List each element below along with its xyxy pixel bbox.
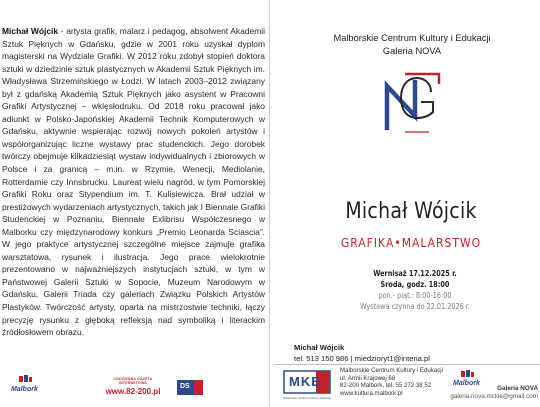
bio-lead-name: Michał Wójcik <box>2 26 59 36</box>
footer-gallery-email: galeria.nova.mckie@gmail.com <box>450 393 538 400</box>
vernissage-day-time: Środa, godz. 18:00 <box>380 280 450 289</box>
gazeta-82-200-logo <box>100 377 166 399</box>
mke-caption: Malborskie Centrum Kultury i Edukacji <box>283 396 331 400</box>
vernissage-date: Wernisaż 17.12.2025 r. <box>373 269 457 278</box>
artist-contact <box>294 342 514 364</box>
mke-logo <box>283 369 331 399</box>
ds-logo-text: DS <box>180 383 190 390</box>
fold-line <box>269 0 270 407</box>
contact-name: Michał Wójcik <box>294 343 345 352</box>
artist-name-title: Michał Wójcik <box>345 199 477 224</box>
footer-address-line-2: ul. Armii Krajowej 68 <box>340 374 396 382</box>
opening-hours: pon.- piąt.: 8:00-16:00 <box>378 291 452 300</box>
exhibition-open-until: Wystawa czynna do 22.01.2026 r. <box>360 302 470 311</box>
sponsor-strip-left <box>0 370 269 407</box>
vernissage-info <box>339 268 492 312</box>
mke-logo-text: MKE <box>289 374 321 389</box>
footer-address-line-1: Malborskie Centrum Kultury i Edukacji <box>340 367 443 374</box>
gazeta-url: www.82-200.pl <box>105 387 161 396</box>
galeria-nova-monogram-icon <box>381 72 443 134</box>
footer-divider <box>274 364 540 365</box>
institution-line-1: Malborskie Centrum Kultury i Edukacji <box>333 33 491 43</box>
contact-details: tel. 513 150 986 | miedzioryt1@interia.pl <box>294 354 430 363</box>
footer-gallery-contact <box>400 385 540 401</box>
malbork-logo-text: Malbork <box>11 386 38 393</box>
footer-address-line-3: 82-200 Malbork, tel. 55 272 38 52 <box>340 382 432 390</box>
gazeta-tagline: CODZIENNA GAZETA INTERNETOWA <box>113 377 153 385</box>
malbork-logo <box>10 374 40 400</box>
ds-logo <box>176 378 206 398</box>
bio-text: - artysta grafik, malarz i pedagog, absolwent Akademii Sztuk Pięknych w Gdańsku, gdzie w 2001 roku uzyskał dyplom magisterski na Wydziale Grafiki. W 2012 roku zdobył stopień doktora sztuki w dziedzinie sztuk plastycznych w Akademii Sztuk Pięknych im. Władysława Strzemińskiego w Łodzi. W latach 2003–2012 związany był z gdańską Akademią Sztuk Pięknych jako asystent w Pracowni Grafiki Artystycznej – wklęsłodruku. Od 2018 roku pracował jako adiunkt w Polsko-Japońskiej Akademii Technik Komputerowych w Gdańsku, aktywnie wspierając rozwój nowych pokoleń artystów i współorganizując liczne wystawy prac studenckich. Jego dorobek twórczy obejmuje kilkadziesiąt wystaw indywidualnych i zbiorowych w Polsce i za granicą – m.in. w Rzymie, Wenecji, Mediolanie, Rotterdamie czy Innsbrucku. Laureat wielu nagród, w tym Pomorskiej Grafiki Roku oraz Stypendium im. T. Kulisiewicza. Brał udział w prestiżowych wydarzeniach artystycznych, takich jak I Biennale Grafiki Studenckiej w Poznaniu, Biennale Exlibrisu Współczesnego w Malborku czy międzynarodowy konkurs „Premio Leonarda Sciascia”. W jego praktyce artystycznej szczególne miejsce zajmuje grafika warsztatowa, rysunek i ilustracja. Jego prace wielokrotnie prezentowano w najważniejszych instytucjach sztuki, w tym w Państwowej Galerii Sztuki w Sopocie, Muzeum Narodowym w Gdańsku, Galerii Triada czy galeriach Związku Polskich Artystów Plastyków. Twórczość artysty, oparta na mistrzostwie techniki, łączy precyzję rysunku z głęboką refleksją nad symboliką i literackim źródłosłowem obrazu. <box>2 26 265 338</box>
institution-name <box>322 32 502 58</box>
malbork-logo-right-text: Malbork <box>453 380 480 387</box>
galeria-nova-logo <box>381 72 443 134</box>
footer-address-line-4: www.kultura.malbork.pl <box>340 389 403 397</box>
institution-line-2: Galeria NOVA <box>382 46 442 56</box>
artist-biography <box>2 25 265 339</box>
footer-gallery-name: Galeria NOVA <box>497 385 538 392</box>
exhibition-subtitle: GRAFIKA•MALARSTWO <box>340 235 482 250</box>
